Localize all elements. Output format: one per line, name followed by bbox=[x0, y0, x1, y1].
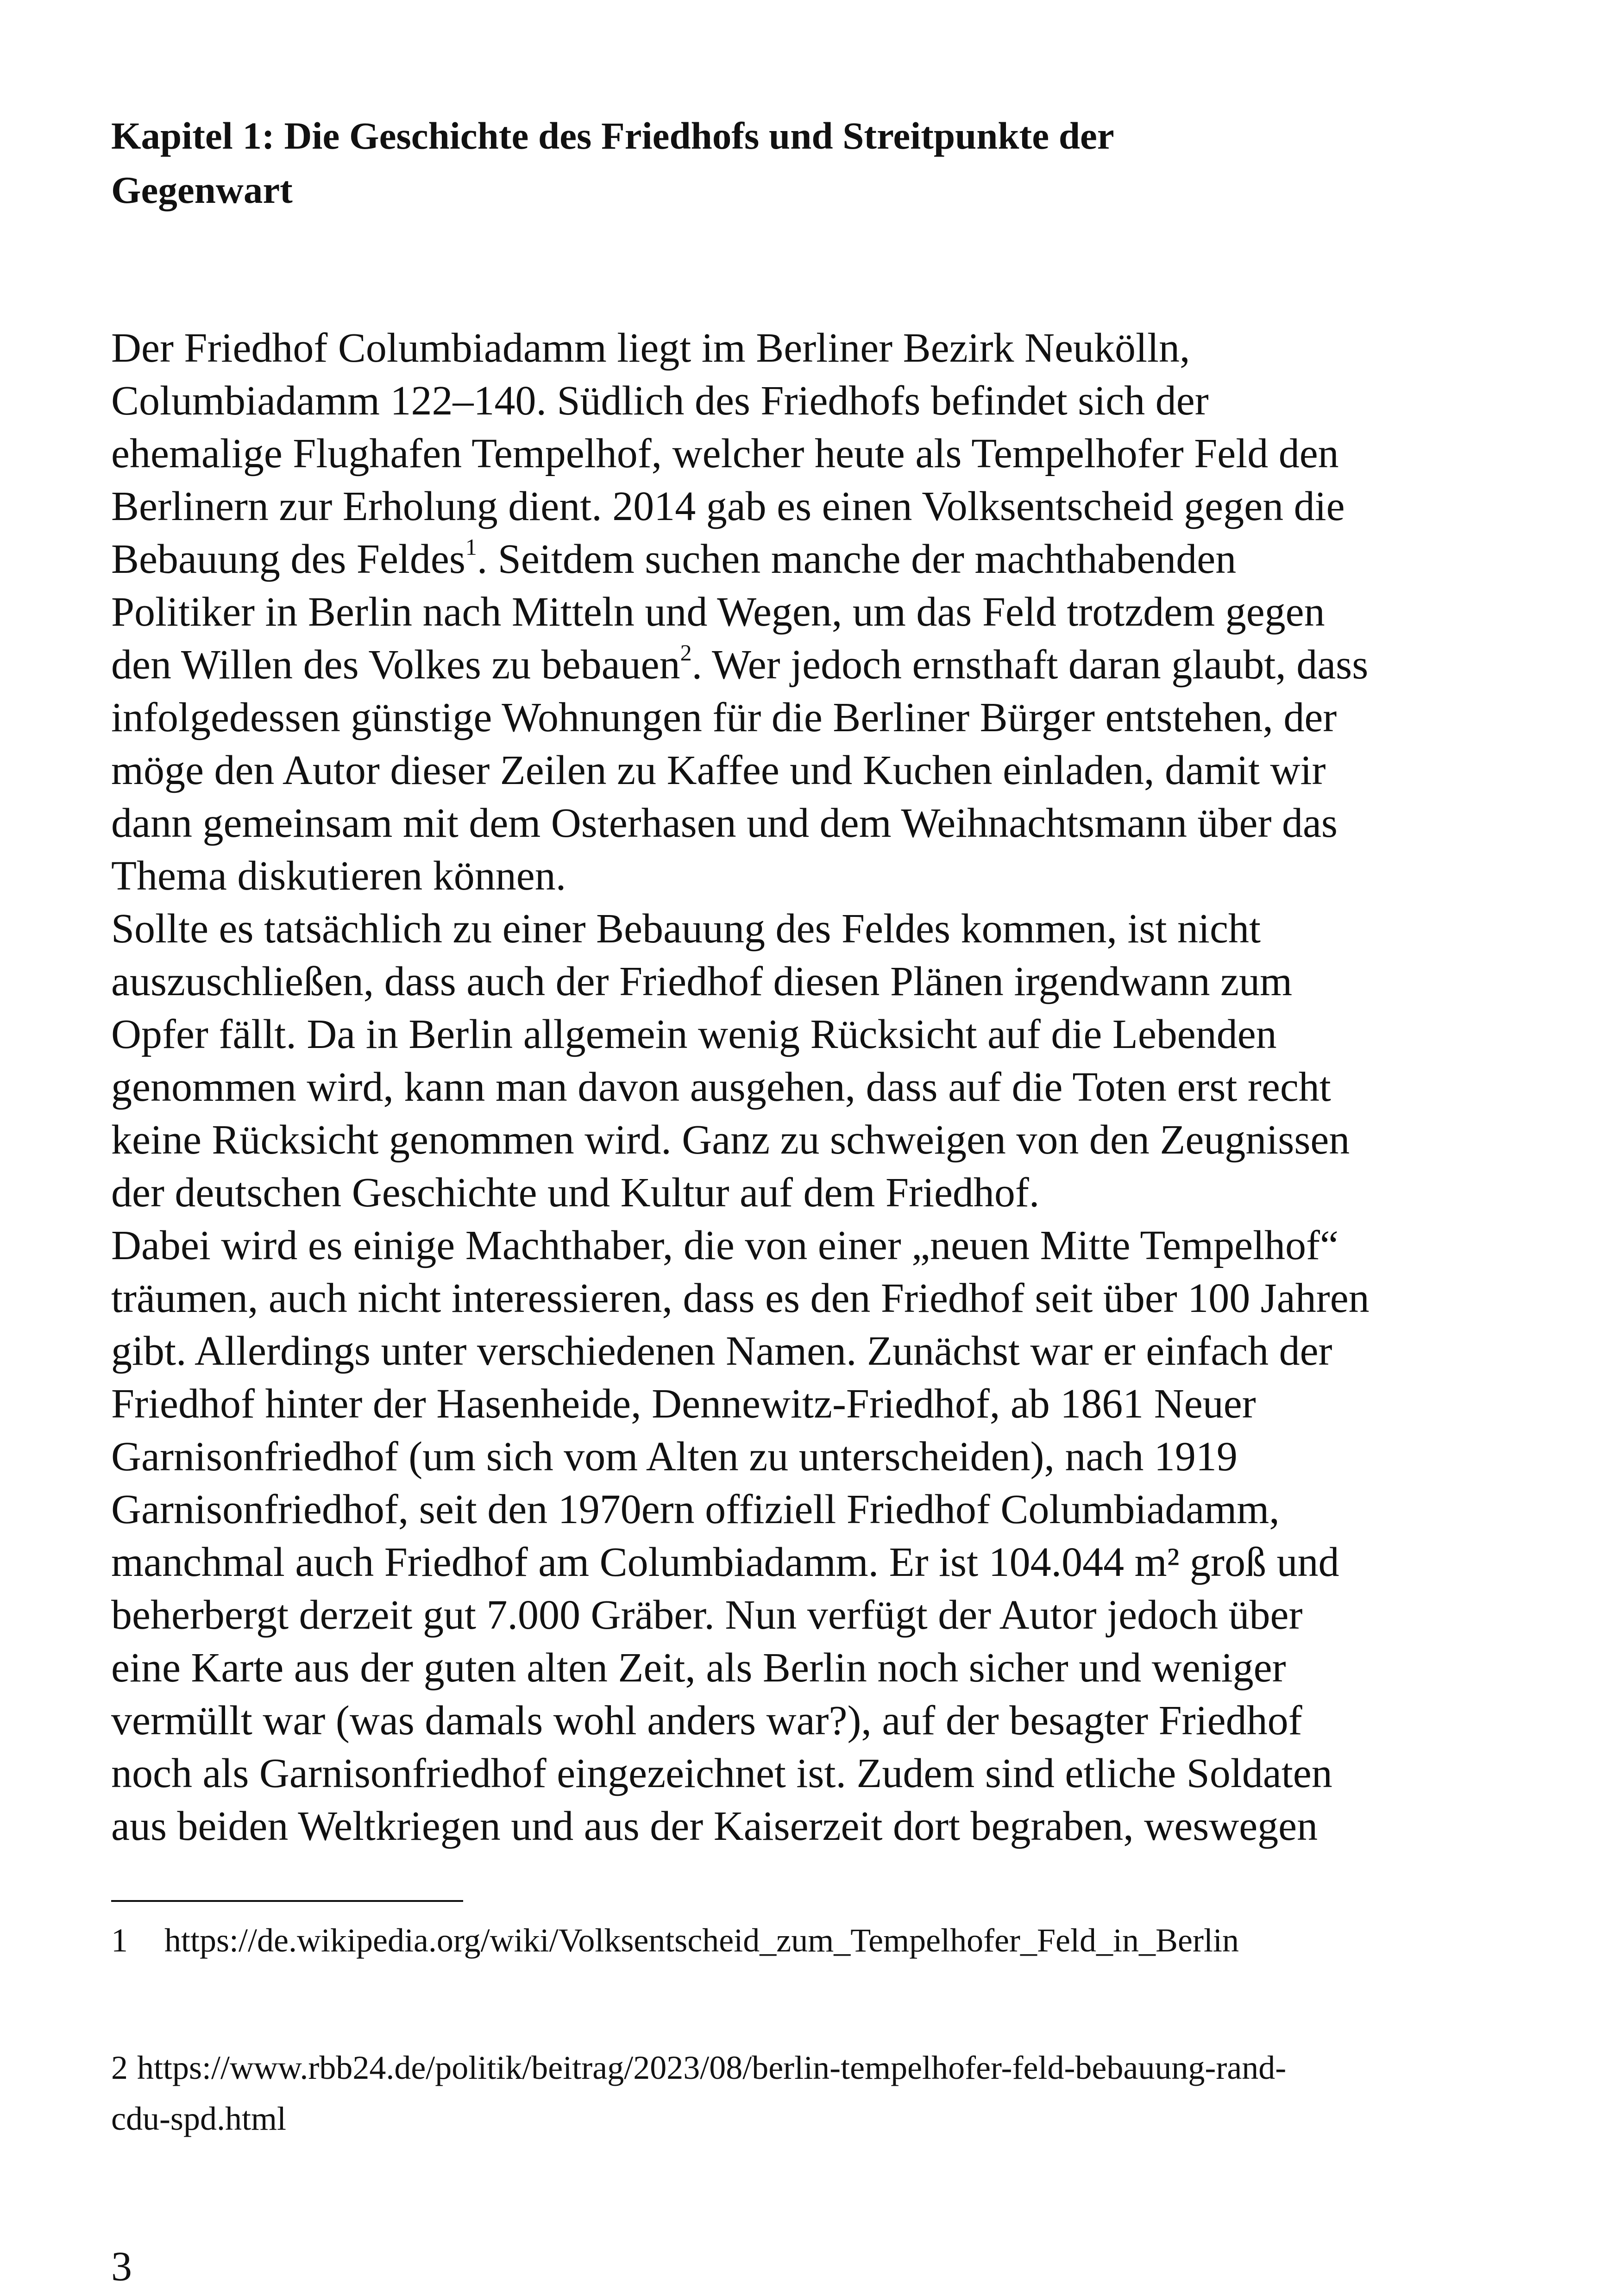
chapter-title bbox=[111, 109, 1454, 217]
body-line: keine Rücksicht genommen wird. Ganz zu schweigen von den Zeugnissen bbox=[111, 1117, 1350, 1163]
body-line: Garnisonfriedhof, seit den 1970ern offiziell Friedhof Columbiadamm, bbox=[111, 1487, 1280, 1532]
footnote-reference-1[interactable]: 1 bbox=[465, 534, 477, 560]
body-line: träumen, auch nicht interessieren, dass es den Friedhof seit über 100 Jahren bbox=[111, 1275, 1370, 1321]
body-line: beherbergt derzeit gut 7.000 Gräber. Nun verfügt der Autor jedoch über bbox=[111, 1592, 1303, 1638]
body-text bbox=[111, 322, 1538, 1853]
body-line-with-footnote-2 bbox=[111, 639, 1538, 691]
footnote-separator bbox=[111, 1900, 463, 1902]
footnote-link-continuation[interactable]: cdu-spd.html bbox=[111, 2100, 286, 2137]
body-line: ehemalige Flughafen Tempelhof, welcher heute als Tempelhofer Feld den bbox=[111, 431, 1339, 477]
body-line: Garnisonfriedhof (um sich vom Alten zu unterscheiden), nach 1919 bbox=[111, 1434, 1238, 1480]
page-number: 3 bbox=[111, 2244, 132, 2290]
body-line: eine Karte aus der guten alten Zeit, als Berlin noch sicher und weniger bbox=[111, 1645, 1286, 1691]
chapter-title-line-1: Kapitel 1: Die Geschichte des Friedhofs und Streitpunkte der bbox=[111, 114, 1114, 157]
body-line: Opfer fällt. Da in Berlin allgemein wenig Rücksicht auf die Lebenden bbox=[111, 1011, 1277, 1057]
footnote-number: 2 bbox=[111, 2049, 128, 2086]
footnote-number: 1 bbox=[111, 1922, 128, 1959]
footnote-1 bbox=[111, 1915, 1239, 1966]
body-line: dann gemeinsam mit dem Osterhasen und dem Weihnachtsmann über das bbox=[111, 800, 1338, 846]
body-line: Columbiadamm 122–140. Südlich des Friedhofs befindet sich der bbox=[111, 378, 1209, 424]
body-text-segment: . Wer jedoch ernsthaft daran glaubt, dass bbox=[691, 642, 1369, 688]
chapter-title-line-2: Gegenwart bbox=[111, 169, 293, 211]
body-line: möge den Autor dieser Zeilen zu Kaffee und Kuchen einladen, damit wir bbox=[111, 747, 1326, 793]
body-line: Dabei wird es einige Machthaber, die von einer „neuen Mitte Tempelhof“ bbox=[111, 1223, 1338, 1268]
body-line: manchmal auch Friedhof am Columbiadamm. Er ist 104.044 m² groß und bbox=[111, 1539, 1339, 1585]
footnote-2 bbox=[111, 2042, 1286, 2144]
body-line: Sollte es tatsächlich zu einer Bebauung des Feldes kommen, ist nicht bbox=[111, 906, 1261, 952]
footnote-link[interactable]: https://de.wikipedia.org/wiki/Volksentscheid_zum_Tempelhofer_Feld_in_Berlin bbox=[164, 1922, 1239, 1959]
body-line: auszuschließen, dass auch der Friedhof diesen Plänen irgendwann zum bbox=[111, 959, 1293, 1004]
body-line: gibt. Allerdings unter verschiedenen Namen. Zunächst war er einfach der bbox=[111, 1328, 1332, 1374]
body-text-segment: Bebauung des Feldes bbox=[111, 536, 465, 582]
body-line: Berlinern zur Erholung dient. 2014 gab es einen Volksentscheid gegen die bbox=[111, 483, 1345, 529]
body-line: Thema diskutieren können. bbox=[111, 853, 566, 899]
body-line: genommen wird, kann man davon ausgehen, dass auf die Toten erst recht bbox=[111, 1064, 1331, 1110]
body-text-segment: den Willen des Volkes zu bebauen bbox=[111, 642, 680, 688]
footnote-reference-2[interactable]: 2 bbox=[680, 640, 692, 665]
footnote-link[interactable]: https://www.rbb24.de/politik/beitrag/2023/08/berlin-tempelhofer-feld-bebauung-rand- bbox=[137, 2049, 1287, 2086]
body-line: Friedhof hinter der Hasenheide, Dennewitz-Friedhof, ab 1861 Neuer bbox=[111, 1381, 1256, 1427]
body-text-segment: . Seitdem suchen manche der machthabenden bbox=[477, 536, 1237, 582]
body-line: infolgedessen günstige Wohnungen für die Berliner Bürger entstehen, der bbox=[111, 695, 1337, 740]
body-line-with-footnote-1 bbox=[111, 533, 1538, 586]
footnote-line bbox=[111, 2042, 1286, 2093]
body-line: noch als Garnisonfriedhof eingezeichnet ist. Zudem sind etliche Soldaten bbox=[111, 1750, 1332, 1796]
body-line: der deutschen Geschichte und Kultur auf dem Friedhof. bbox=[111, 1170, 1040, 1216]
body-line: vermüllt war (was damals wohl anders war?), auf der besagter Friedhof bbox=[111, 1698, 1302, 1744]
body-line: aus beiden Weltkriegen und aus der Kaiserzeit dort begraben, weswegen bbox=[111, 1803, 1318, 1849]
body-line: Politiker in Berlin nach Mitteln und Wegen, um das Feld trotzdem gegen bbox=[111, 589, 1325, 635]
body-line: Der Friedhof Columbiadamm liegt im Berliner Bezirk Neukölln, bbox=[111, 325, 1190, 371]
